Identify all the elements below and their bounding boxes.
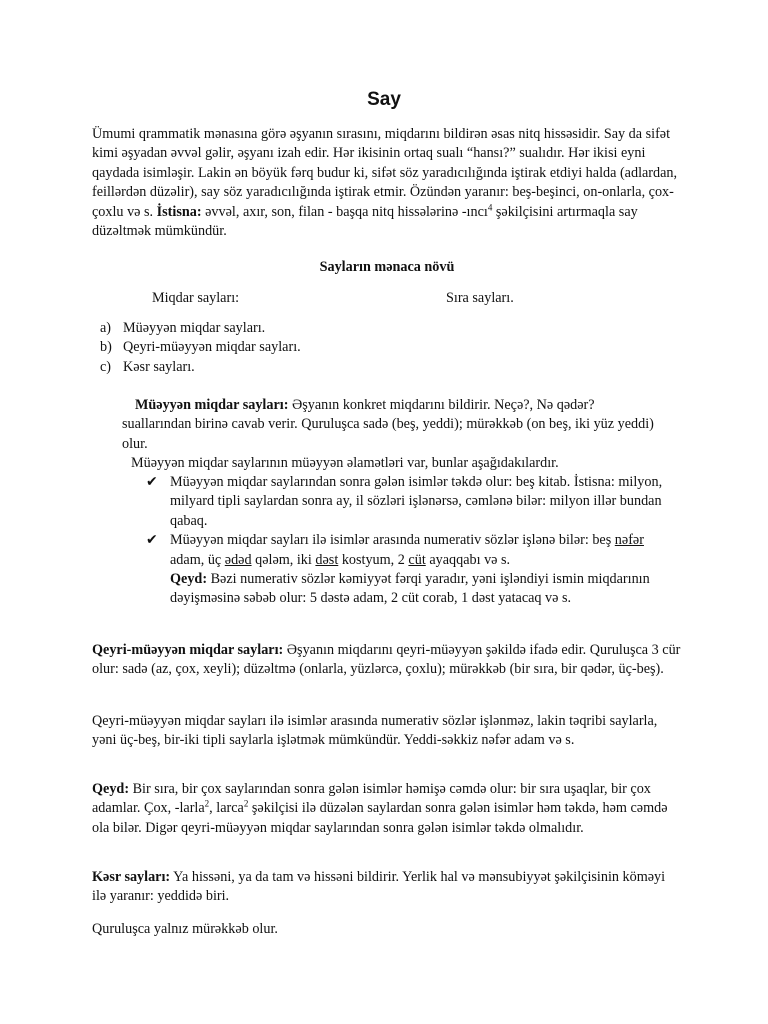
numerative-word: nəfər	[614, 532, 644, 549]
numerative-word: dəst	[315, 551, 339, 568]
istisna-label: İstisna:	[156, 203, 202, 220]
indefinite-label: Qeyri-müəyyən miqdar sayları:	[92, 642, 284, 658]
note-text: Bəzi numerativ sözlər kəmiyyət fərqi yaradır, yəni işləndiyi ismin miqdarının dəyişməsinə səbəb olur: 5 dəstə adam, 2 cüt corab, 1 dəst yatacaq və s.	[170, 571, 650, 607]
note-superscript: 2	[204, 798, 210, 809]
note-text: , larca	[209, 800, 244, 817]
list-item-label: Müəyyən miqdar sayları.	[123, 320, 266, 336]
definite-text: Əşyanın konkret miqdarını bildirir. Neçə?, Nə qədər? suallarından birinə cavab verir. Quruluşca sadə (beş, yeddi); mürəkkəb (on beş, iki yüz yeddi) olur.	[122, 397, 654, 452]
list-item	[146, 531, 671, 609]
definite-features-intro: Müəyyən miqdar saylarının müəyyən əlamətləri var, bunlar aşağıdakılardır.	[131, 455, 559, 471]
list-item	[92, 319, 682, 338]
feature-text: ayaqqabı və s.	[425, 551, 511, 568]
page-title: Say	[367, 89, 401, 110]
indefinite-text: Əşyanın miqdarını qeyri-müəyyən şəkildə ifadə edir. Quruluşca 3 cür olur: sadə (az, çox, xeyli); düzəltmə (onlarla, yüzlərcə, çoxlu); mürəkkəb (bir sıra, bir qədər, üç-beş).	[92, 642, 681, 678]
column-left-label: Miqdar sayları:	[152, 290, 240, 306]
feature-text: adam, üç	[170, 551, 225, 568]
feature-text: Müəyyən miqdar sayları ilə isimlər arasında numerativ sözlər işlənə bilər: beş	[170, 532, 615, 549]
list-item-label: Qeyri-müəyyən miqdar sayları.	[123, 339, 301, 356]
feature-text: qələm, iki	[251, 551, 316, 568]
note-text: Bir sıra, bir çox saylarından sonra gələn isimlər həmişə cəmdə olur: bir sıra uşaqlar, bir çox adamlar. Çox, -larla	[92, 781, 651, 817]
fraction-text: Ya hissəni, ya da tam və hissəni bildirir. Yerlik hal və mənsubiyyət şəkilçisinin köməyi ilə yaranır: yeddidə biri.	[92, 869, 666, 905]
numerative-word: cüt	[408, 551, 426, 568]
intro-text-2: əvvəl, axır, son, filan - başqa nitq hissələrinə -ıncı	[201, 203, 488, 220]
list-item-label: Kəsr sayları.	[123, 358, 195, 375]
intro-superscript: 4	[487, 201, 493, 212]
feature-text: kostyum, 2	[338, 551, 409, 568]
types-list	[92, 319, 682, 377]
intro-paragraph	[92, 125, 682, 241]
feature-text: Müəyyən miqdar saylarından sonra gələn isimlər təkdə olur: beş kitab. İstisna: milyon, milyard tipli saylardan sonra ay, il sözləri işlənərsə, cəmlənə bilər: milyon illər bundan qabaq.	[170, 474, 663, 529]
intro-text-3: şəkilçisini artırmaqla say düzəltmək mümkündür.	[92, 203, 638, 240]
list-item	[92, 358, 682, 377]
type-columns	[92, 289, 682, 309]
list-item	[146, 473, 671, 531]
list-marker: b)	[100, 339, 112, 356]
definite-label: Müəyyən miqdar sayları:	[135, 397, 289, 413]
note-label: Qeyd:	[92, 781, 130, 797]
fraction-structure: Quruluşca yalnız mürəkkəb olur.	[92, 921, 278, 937]
list-item	[92, 338, 682, 357]
column-right-label: Sıra sayları.	[446, 290, 514, 306]
definite-features-list	[146, 473, 671, 609]
list-marker: c)	[100, 358, 112, 375]
indefinite-paragraph	[92, 641, 682, 680]
note-label: Qeyd:	[170, 571, 208, 588]
indefinite-note	[92, 780, 682, 838]
checkmark-icon: ✔	[146, 532, 158, 549]
checkmark-icon: ✔	[146, 474, 158, 490]
note-superscript: 2	[243, 798, 249, 809]
section-title: Sayların mənaca növü	[319, 259, 455, 275]
intro-text-1: Ümumi qrammatik mənasına görə əşyanın sırasını, miqdarını bildirən əsas nitq hissəsidir. Say da sifət kimi əşyadan əvvəl gəlir, əşyanı izah edir. Hər ikisinin ortaq sualı “hansı?” sualıdır. Hər ikisi eyni qaydada isimləşir. Lakin ən böyük fərq budur ki, sifət söz yaradıcılığında iştirak etdiyi halda (adlardan, feillərdən düzəlir), say söz yaradıcılığında iştirak etmir. Özündən yaranır: beş-beşinci, on-onlarla, çox-çoxlu və s.	[92, 126, 678, 220]
fraction-label: Kəsr sayları:	[92, 869, 171, 885]
definite-paragraph	[122, 396, 662, 454]
numerative-word: ədəd	[224, 551, 252, 568]
note-text: şəkilçisi ilə düzələn saylardan sonra gələn isimlər həm təkdə, həm cəmdə ola bilər. Digər qeyri-müəyyən miqdar saylarından sonra gələn isimlər təkdə olmalıdır.	[92, 800, 668, 836]
list-marker: a)	[100, 320, 112, 336]
indefinite-paragraph-2: Qeyri-müəyyən miqdar sayları ilə isimlər arasında numerativ sözlər işlənməz, lakin təqribi saylarla, yəni üç-beş, bir-iki tipli saylarla işlətmək mümkündür. Yeddi-səkkiz nəfər adam və s.	[92, 713, 658, 749]
fraction-paragraph	[92, 868, 682, 907]
